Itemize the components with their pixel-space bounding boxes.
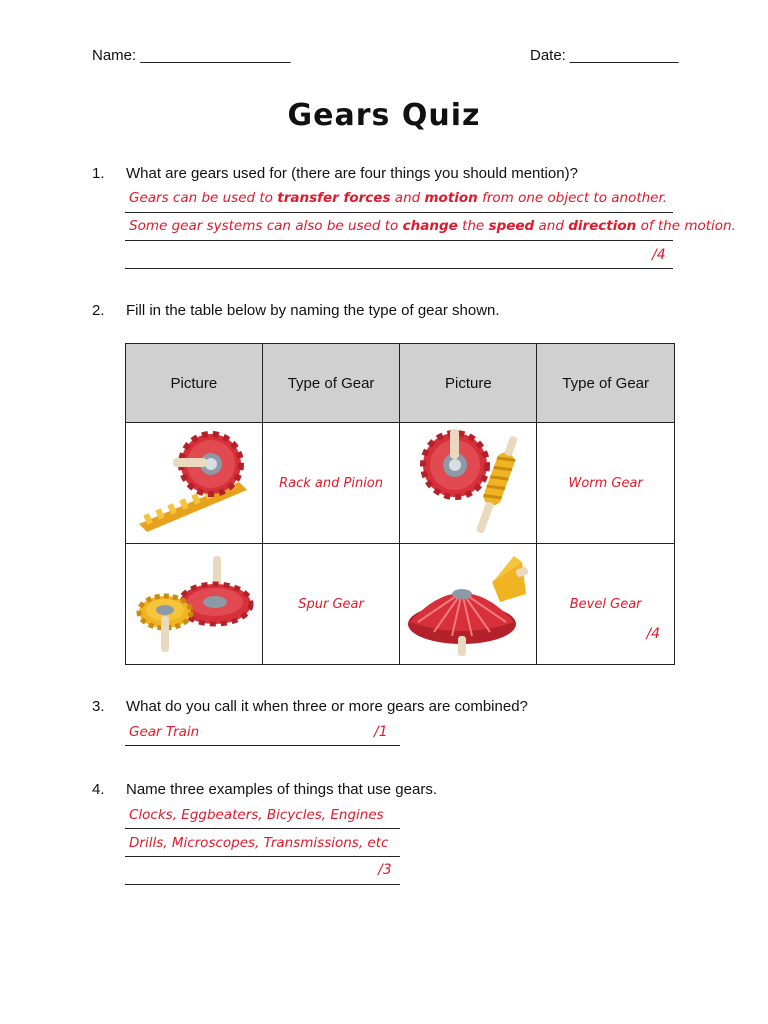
question-2-number: 2. [92, 302, 105, 319]
answer-rack-and-pinion: Rack and Pinion [279, 476, 384, 491]
answer-line [125, 268, 673, 269]
question-4-text: Name three examples of things that use gears. [126, 781, 438, 798]
answer-worm-gear: Worm Gear [568, 476, 643, 491]
date-field-label: Date: _____________ [530, 47, 679, 64]
answer-cell [537, 423, 675, 544]
table-row [126, 423, 675, 544]
answer-cell [262, 423, 400, 544]
question-2-mark: /4 [646, 626, 660, 642]
question-4-answer-line-2: Drills, Microscopes, Transmissions, etc [129, 835, 389, 851]
answer-bevel-gear: Bevel Gear [569, 597, 642, 612]
worm-gear-image [400, 423, 537, 544]
question-4-answer-line-1: Clocks, Eggbeaters, Bicycles, Engines [129, 807, 384, 823]
table-header-cell: Picture [126, 344, 263, 423]
question-1-mark: /4 [652, 247, 666, 263]
question-3-answer: Gear Train [129, 724, 200, 740]
answer-line [125, 240, 673, 241]
table-row [126, 544, 675, 665]
table-header-cell: Type of Gear [537, 344, 675, 423]
table-header-cell: Type of Gear [262, 344, 400, 423]
answer-line [125, 212, 673, 213]
answer-cell [262, 544, 400, 665]
rack-and-pinion-image [126, 423, 263, 544]
table-header-row [126, 344, 675, 423]
question-3-mark: /1 [374, 724, 388, 740]
answer-line [125, 856, 400, 857]
question-3-text: What do you call it when three or more gears are combined? [126, 698, 528, 715]
question-1-answer-line-2: Some gear systems can also be used to change the speed and direction of the motion. [129, 218, 736, 234]
question-1-number: 1. [92, 165, 105, 182]
question-3-number: 3. [92, 698, 105, 715]
question-4-mark: /3 [378, 862, 392, 878]
question-2-text: Fill in the table below by naming the type of gear shown. [126, 302, 500, 319]
question-1-answer-line-1: Gears can be used to transfer forces and motion from one object to another. [129, 190, 668, 206]
spur-gear-image [126, 544, 263, 665]
question-1-text: What are gears used for (there are four things you should mention)? [126, 165, 578, 182]
table-header-cell: Picture [400, 344, 537, 423]
bevel-gear-image [400, 544, 537, 665]
page-title: Gears Quiz [287, 98, 481, 133]
question-4-number: 4. [92, 781, 105, 798]
answer-spur-gear: Spur Gear [298, 597, 364, 612]
answer-line [125, 828, 400, 829]
name-field-label: Name: __________________ [92, 47, 291, 64]
answer-cell [537, 544, 675, 665]
answer-line [125, 884, 400, 885]
gear-types-table [125, 343, 675, 665]
answer-line [125, 745, 400, 746]
